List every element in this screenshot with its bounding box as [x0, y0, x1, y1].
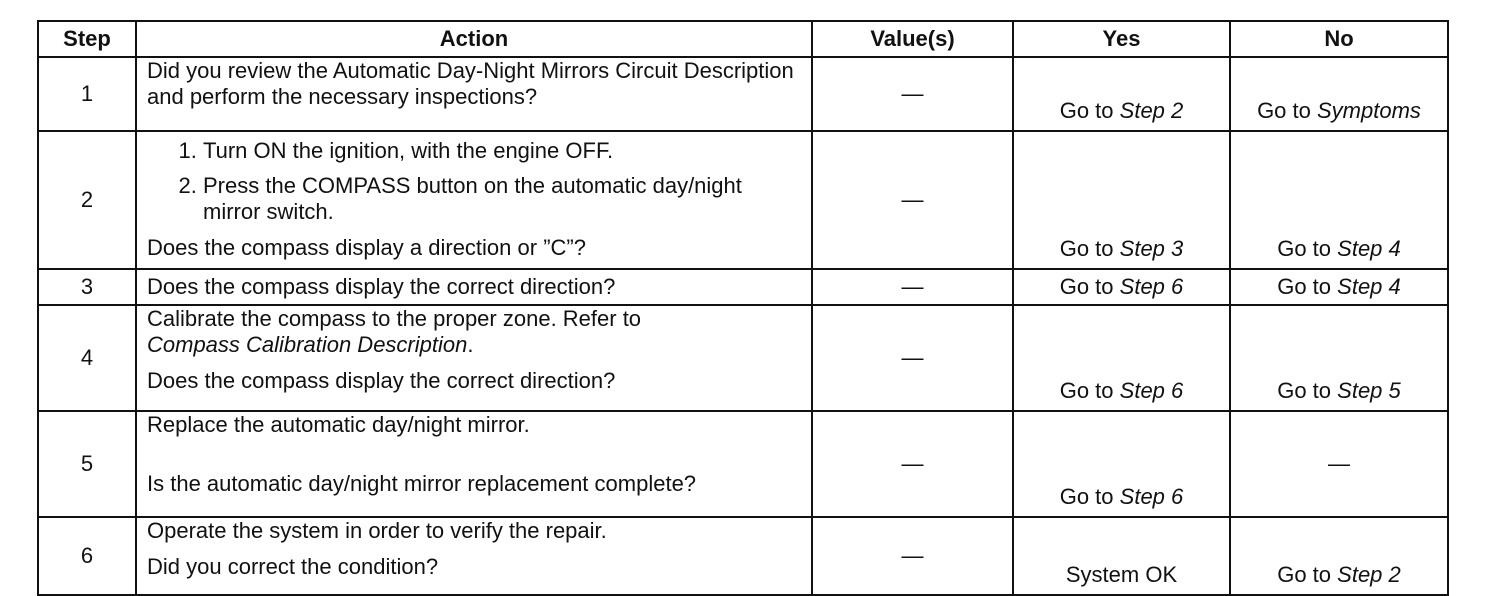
go-to-label: Go to	[1277, 562, 1332, 587]
action-text: Replace the automatic day/night mirror.	[147, 412, 530, 437]
yes-cell	[1013, 131, 1230, 269]
go-to-label: Go to	[1059, 274, 1114, 299]
no-cell	[1230, 269, 1448, 305]
yes-target: Step 6	[1119, 378, 1184, 403]
action-question: Does the compass display the correct direction?	[147, 368, 616, 393]
header-yes: Yes	[1013, 21, 1230, 57]
header-row	[38, 21, 1448, 57]
no-cell	[1230, 57, 1448, 131]
yes-cell	[1013, 269, 1230, 305]
step-number: 1	[38, 57, 136, 131]
header-step: Step	[38, 21, 136, 57]
action-cell	[136, 305, 812, 411]
no-target: Step 5	[1337, 378, 1401, 403]
action-question: Does the compass display a direction or ”C”?	[147, 235, 586, 260]
yes-cell	[1013, 57, 1230, 131]
no-cell	[1230, 305, 1448, 411]
table-row	[38, 57, 1448, 131]
action-question: Did you correct the condition?	[147, 554, 439, 579]
action-prefix: Calibrate the compass to the proper zone. Refer to	[147, 306, 642, 331]
reference-link[interactable]: Compass Calibration Description	[147, 332, 468, 357]
no-target: Step 4	[1337, 236, 1401, 261]
go-to-label: Go to	[1277, 274, 1332, 299]
go-to-label: Go to	[1059, 378, 1114, 403]
no-target: Step 2	[1337, 562, 1401, 587]
no-cell	[1230, 131, 1448, 269]
step-number: 5	[38, 411, 136, 517]
action-question: Is the automatic day/night mirror replacement complete?	[147, 471, 697, 496]
no-cell: —	[1230, 411, 1448, 517]
list-item: 1. Turn ON the ignition, with the engine OFF.	[203, 138, 801, 164]
value-cell: —	[812, 517, 1013, 595]
action-question: Does the compass display the correct direction?	[147, 274, 616, 299]
table-row	[38, 305, 1448, 411]
action-text: Operate the system in order to verify the repair.	[147, 518, 607, 543]
yes-target: Step 2	[1119, 98, 1184, 123]
value-cell: —	[812, 57, 1013, 131]
yes-cell: System OK	[1013, 517, 1230, 595]
go-to-label: Go to	[1277, 378, 1332, 403]
go-to-label: Go to	[1059, 98, 1114, 123]
table-row	[38, 131, 1448, 269]
go-to-label: Go to	[1257, 98, 1311, 123]
yes-target: Step 6	[1119, 274, 1184, 299]
diagnostic-table	[37, 20, 1449, 596]
action-cell	[136, 411, 812, 517]
step-number: 2	[38, 131, 136, 269]
no-target: Symptoms	[1317, 98, 1421, 123]
action-suffix: .	[467, 332, 474, 357]
table-row	[38, 517, 1448, 595]
table-row	[38, 411, 1448, 517]
yes-target: Step 6	[1119, 484, 1184, 509]
table-row	[38, 269, 1448, 305]
action-cell	[136, 57, 812, 131]
value-cell: —	[812, 411, 1013, 517]
header-action: Action	[136, 21, 812, 57]
step-number: 4	[38, 305, 136, 411]
go-to-label: Go to	[1277, 236, 1332, 261]
step-number: 6	[38, 517, 136, 595]
value-cell: —	[812, 131, 1013, 269]
list-item: 2. Press the COMPASS button on the automatic day/night mirror switch.	[203, 173, 801, 225]
action-cell	[136, 131, 812, 269]
value-cell: —	[812, 305, 1013, 411]
action-cell	[136, 269, 812, 305]
yes-target: Step 3	[1119, 236, 1184, 261]
step-number: 3	[38, 269, 136, 305]
header-values: Value(s)	[812, 21, 1013, 57]
yes-cell	[1013, 305, 1230, 411]
action-text: Did you review the Automatic Day-Night Mirrors Circuit Description and perform the necessary inspections?	[147, 58, 794, 109]
action-cell	[136, 517, 812, 595]
no-target: Step 4	[1337, 274, 1401, 299]
value-cell: —	[812, 269, 1013, 305]
no-cell	[1230, 517, 1448, 595]
action-list	[147, 138, 801, 225]
header-no: No	[1230, 21, 1448, 57]
action-text	[147, 306, 801, 358]
yes-cell	[1013, 411, 1230, 517]
go-to-label: Go to	[1059, 236, 1114, 261]
go-to-label: Go to	[1059, 484, 1114, 509]
